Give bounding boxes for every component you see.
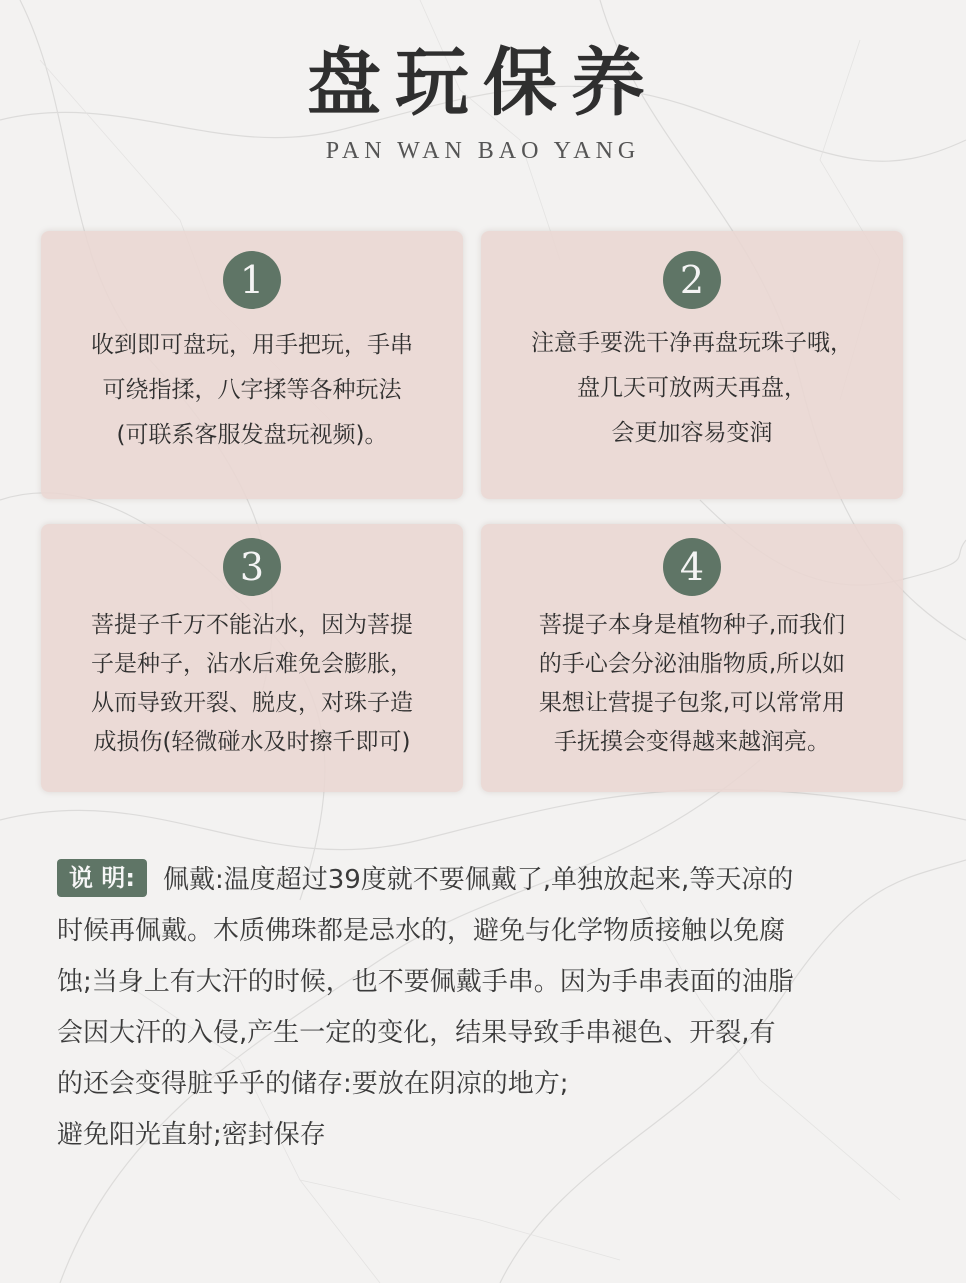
card-line: 从而导致开裂、脱皮，对珠子造 xyxy=(91,690,413,716)
step-number-badge: 2 xyxy=(663,251,721,309)
card-text xyxy=(59,606,445,762)
page-subtitle: PAN WAN BAO YANG xyxy=(325,138,641,164)
card-text xyxy=(59,323,445,458)
card-text xyxy=(499,606,885,762)
card-line: 手抚摸会变得越来越润亮。 xyxy=(554,729,830,755)
card-line: 收到即可盘玩，用手把玩，手串 xyxy=(91,332,413,358)
note-line: 蚀;当身上有大汗的时候，也不要佩戴手串。因为手串表面的油脂 xyxy=(57,967,794,997)
card-text xyxy=(499,321,885,456)
note-label: 说 明: xyxy=(57,859,147,897)
card-line: 成损伤(轻微碰水及时擦千即可) xyxy=(93,729,411,755)
note-line: 时候再佩戴。木质佛珠都是忌水的，避免与化学物质接触以免腐 xyxy=(57,916,786,946)
note-line xyxy=(57,855,917,906)
note-line: 的还会变得脏乎乎的储存:要放在阴凉的地方; xyxy=(57,1069,569,1099)
card-line: 果想让营提子包浆,可以常常用 xyxy=(538,690,846,716)
card-line: 菩提子本身是植物种子,而我们 xyxy=(538,612,846,638)
card-line: 会更加容易变润 xyxy=(611,420,773,446)
care-card-3 xyxy=(41,524,463,792)
card-line: 注意手要洗干净再盘玩珠子哦， xyxy=(531,330,853,356)
card-line: (可联系客服发盘玩视频)。 xyxy=(116,422,388,448)
page-title: 盘玩保养 xyxy=(307,40,659,126)
card-line: 菩提子千万不能沾水，因为菩提 xyxy=(91,612,413,638)
note-text: 佩戴:温度超过39度就不要佩戴了,单独放起来,等天凉的 xyxy=(162,865,794,895)
care-card-4 xyxy=(481,524,903,792)
card-line: 的手心会分泌油脂物质,所以如 xyxy=(538,651,846,677)
note-line: 避免阳光直射;密封保存 xyxy=(57,1120,326,1150)
card-line: 盘几天可放两天再盘， xyxy=(577,375,807,401)
step-number-badge: 4 xyxy=(663,538,721,596)
care-card-1 xyxy=(41,231,463,499)
care-card-2 xyxy=(481,231,903,499)
care-note xyxy=(57,855,917,1161)
card-line: 可绕指揉，八字揉等各种玩法 xyxy=(102,377,402,403)
note-line: 会因大汗的入侵,产生一定的变化，结果导致手串褪色、开裂,有 xyxy=(57,1018,776,1048)
step-number-badge: 1 xyxy=(223,251,281,309)
step-number-badge: 3 xyxy=(223,538,281,596)
card-line: 子是种子，沾水后难免会膨胀， xyxy=(91,651,413,677)
